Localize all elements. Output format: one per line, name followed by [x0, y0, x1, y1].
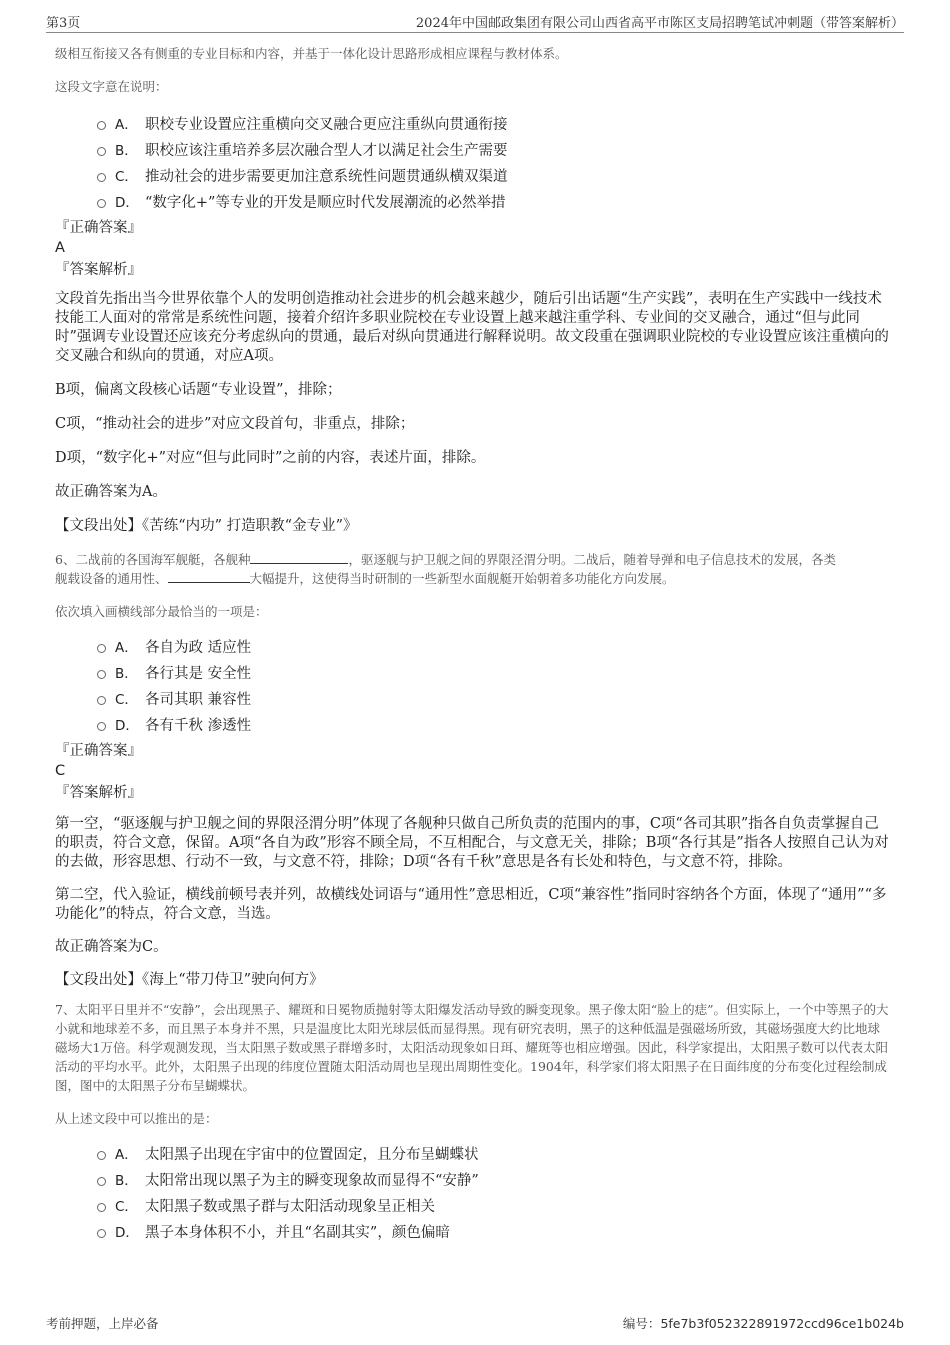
page-footer — [46, 1312, 904, 1332]
blank-1 — [250, 551, 348, 564]
option-c[interactable]: C． 推动社会的进步需要更加注意系统性问题贯通纵横双渠道 — [55, 164, 890, 190]
analysis-paragraph: B项，偏离文段核心话题“专业设置”，排除； — [55, 382, 342, 398]
radio-icon[interactable] — [97, 1203, 106, 1212]
page-header — [46, 8, 904, 33]
correct-answer: C — [55, 763, 66, 779]
radio-icon[interactable] — [97, 670, 106, 679]
radio-icon[interactable] — [97, 199, 106, 208]
option-a[interactable]: A． 各自为政 适应性 — [55, 635, 890, 661]
page-content — [55, 44, 890, 1246]
radio-icon[interactable] — [97, 1229, 106, 1238]
question-prompt: 这段文字意在说明： — [55, 79, 168, 94]
option-c[interactable]: C． 太阳黑子数或黑子群与太阳活动现象呈正相关 — [55, 1194, 890, 1220]
correct-answer-label: 『正确答案』 — [55, 220, 142, 236]
radio-icon[interactable] — [97, 696, 106, 705]
option-list — [55, 635, 890, 739]
question-7 — [55, 1000, 890, 1246]
document-title: 2024年中国邮政集团有限公司山西省高平市陈区支局招聘笔试冲刺题（带答案解析） — [415, 16, 904, 31]
option-b[interactable]: B． 各行其是 安全性 — [55, 661, 890, 687]
analysis-paragraph: 第二空，代入验证，横线前顿号表并列，故横线处词语与“通用性”意思相近，C项“兼容性”指同时容纳各个方面，体现了“通用”“多功能化”的特点，符合文意，当选。 — [55, 887, 887, 922]
radio-icon[interactable] — [97, 722, 106, 731]
analysis-paragraph: 文段首先指出当今世界依靠个人的发明创造推动社会进步的机会越来越少，随后引出话题“生产实践”，表明在生产实践中一线技术技能工人面对的常常是系统性问题，接着介绍许多职业院校在专业设置上越来越注重学科、专业间的交叉融合，通过“但与此同时”强调专业设置还应该充分考虑纵向的贯通，最后对纵向贯通进行解释说明。故文段重在强调职业院校的专业设置应该注重横向的交叉融合和纵向的贯通，对应A项。 — [55, 291, 889, 364]
radio-icon[interactable] — [97, 173, 106, 182]
analysis-paragraph: C项，“推动社会的进步”对应文段首句，非重点，排除； — [55, 416, 415, 432]
question-prompt: 依次填入画横线部分最恰当的一项是： — [55, 604, 268, 619]
option-d[interactable]: D． 各有千秋 渗透性 — [55, 713, 890, 739]
option-d[interactable]: D． 黑子本身体积不小，并且“名副其实”，颜色偏暗 — [55, 1220, 890, 1246]
analysis-paragraph: 故正确答案为A。 — [55, 484, 167, 500]
footer-slogan: 考前押题，上岸必备 — [46, 1316, 159, 1331]
question-stem: 6、二战前的各国海军舰艇，各舰种 ，驱逐舰与护卫舰之间的界限泾渭分明。二战后，随着导弹和电子信息技术的发展，各类 舰载设备的通用性、 大幅提升，这使得当时研制的一些新型水面舰艇开始朝着多功能化方向发展。 — [55, 552, 836, 586]
analysis-paragraph: D项，“数字化+”对应“但与此同时”之前的内容，表述片面，排除。 — [55, 450, 486, 466]
option-c[interactable]: C． 各司其职 兼容性 — [55, 687, 890, 713]
option-b[interactable]: B． 太阳常出现以黑子为主的瞬变现象故而显得不“安静” — [55, 1168, 890, 1194]
radio-icon[interactable] — [97, 644, 106, 653]
question-6 — [55, 550, 890, 990]
correct-answer-label: 『正确答案』 — [55, 743, 142, 759]
option-a[interactable]: A． 职校专业设置应注重横向交叉融合更应注重纵向贯通衔接 — [55, 112, 890, 138]
option-a[interactable]: A． 太阳黑子出现在宇宙中的位置固定，且分布呈蝴蝶状 — [55, 1142, 890, 1168]
source-citation: 【文段出处】《苦练“内功” 打造职教“金专业”》 — [55, 518, 358, 534]
blank-2 — [168, 570, 250, 583]
radio-icon[interactable] — [97, 1151, 106, 1160]
analysis-paragraph: 故正确答案为C。 — [55, 939, 168, 955]
correct-answer: A — [55, 240, 65, 256]
question-stem: 7、太阳平日里并不“安静”，会出现黑子、耀斑和日冕物质抛射等太阳爆发活动导致的瞬变现象。黑子像太阳“脸上的痣”。但实际上，一个中等黑子的大小就和地球差不多，而且黑子本身并不黑，只是温度比太阳光球层低而显得黑。现有研究表明，黑子的这种低温是强磁场所致，其磁场强度大约比地球磁场大1万倍。科学观测发现，当太阳黑子数或黑子群增多时，太阳活动现象如日珥、耀斑等也相应增强。因此，科学家提出，太阳黑子数可以代表太阳活动的平均水平。此外，太阳黑子出现的纬度位置随太阳活动周也呈现出周期性变化。1904年，科学家们将太阳黑子在日面纬度的分布变化过程绘制成图，图中的太阳黑子分布呈蝴蝶状。 — [55, 1002, 889, 1093]
document-code: 编号：5fe7b3f052322891972ccd96ce1b024b — [622, 1316, 904, 1331]
option-d[interactable]: D． “数字化+”等专业的开发是顺应时代发展潮流的必然举措 — [55, 190, 890, 216]
radio-icon[interactable] — [97, 121, 106, 130]
option-list — [55, 112, 890, 216]
radio-icon[interactable] — [97, 1177, 106, 1186]
page-number: 第3页 — [46, 16, 81, 31]
option-list — [55, 1142, 890, 1246]
option-b[interactable]: B． 职校应该注重培养多层次融合型人才以满足社会生产需要 — [55, 138, 890, 164]
analysis-label: 『答案解析』 — [55, 262, 142, 278]
question-prompt: 从上述文段中可以推出的是： — [55, 1111, 218, 1126]
analysis-label: 『答案解析』 — [55, 785, 142, 801]
question-5 — [55, 44, 890, 536]
source-citation: 【文段出处】《海上“带刀侍卫”驶向何方》 — [55, 972, 324, 988]
question-stem-tail: 级相互衔接又各有侧重的专业目标和内容，并基于一体化设计思路形成相应课程与教材体系。 — [55, 46, 568, 61]
radio-icon[interactable] — [97, 147, 106, 156]
analysis-paragraph: 第一空，“驱逐舰与护卫舰之间的界限泾渭分明”体现了各舰种只做自己所负责的范围内的事，C项“各司其职”指各自负责掌握自己的职责，符合文意，保留。A项“各自为政”形容不顾全局，不互相配合，与文意无关，排除；B项“各行其是”指各人按照自己认为对的去做，形容思想、行动不一致，与文意不符，排除；D项“各有千秋”意思是各有长处和特色，与文意不符，排除。 — [55, 816, 889, 870]
